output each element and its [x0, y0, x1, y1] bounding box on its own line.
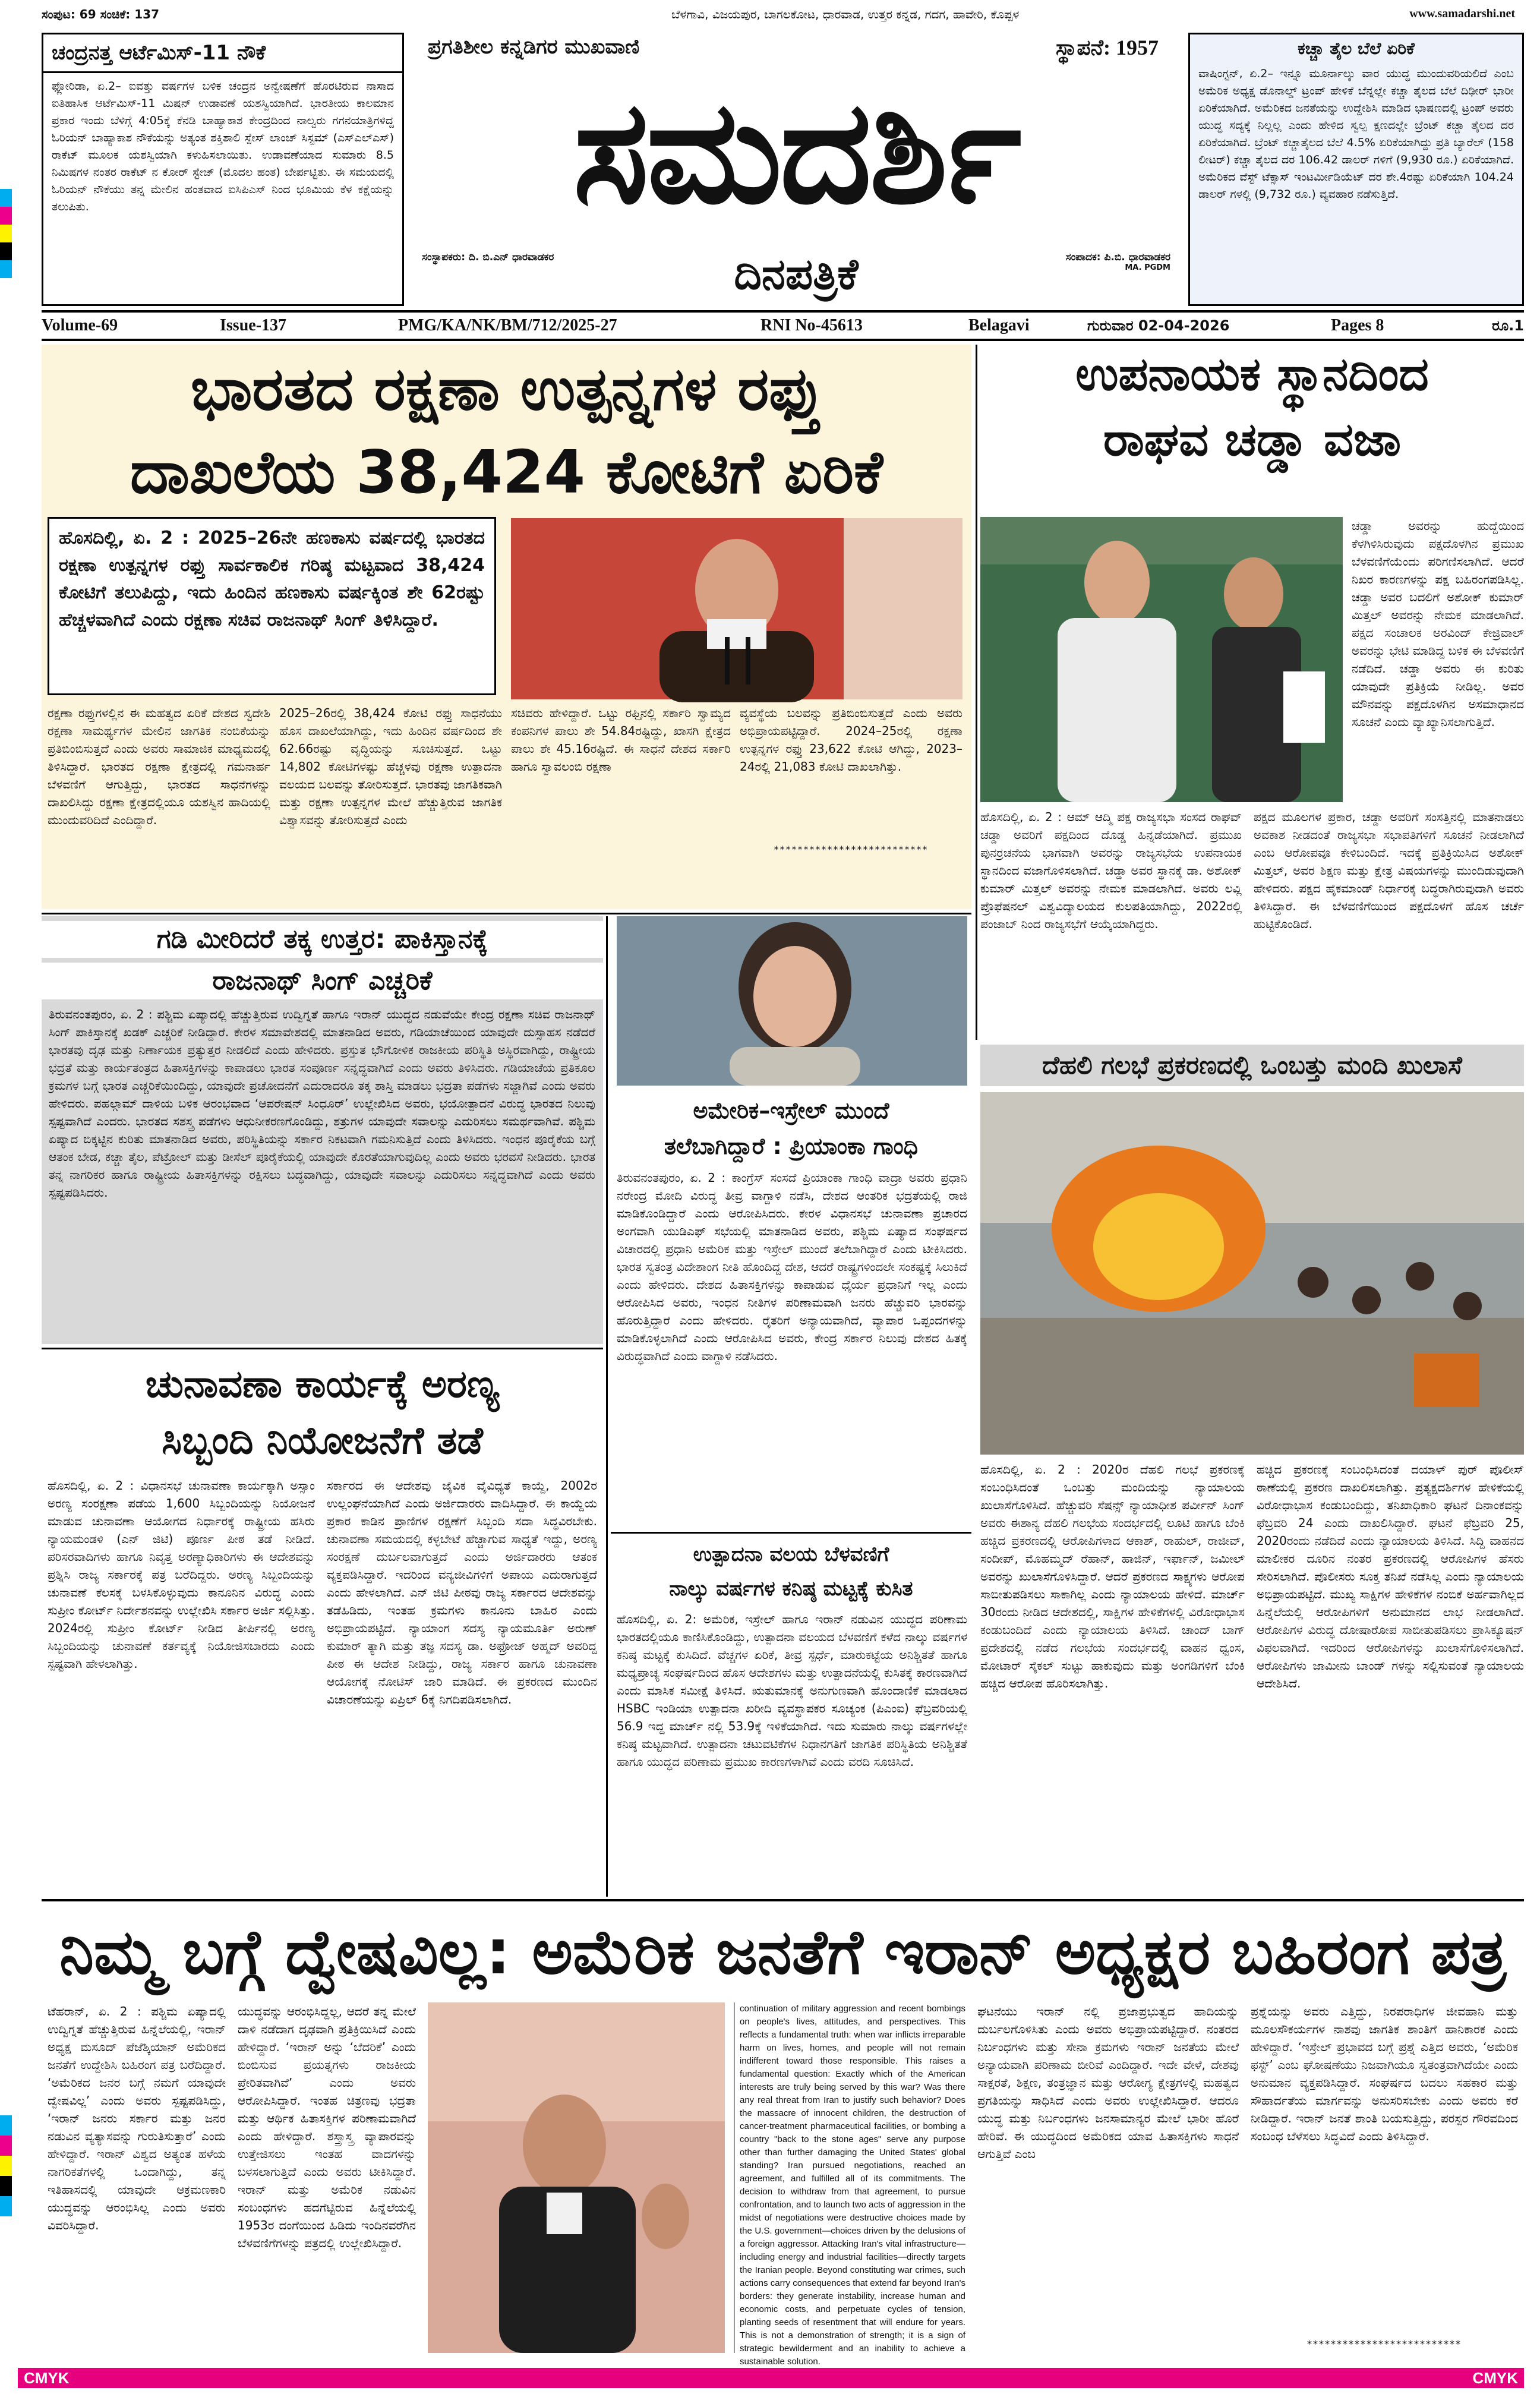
story-delhi-headline: ದೆಹಲಿ ಗಲಭೆ ಪ್ರಕರಣದಲ್ಲಿ ಒಂಬತ್ತು ಮಂದಿ ಖುಲಾಸೆ: [980, 1045, 1524, 1086]
ear-right-body: ವಾಷಿಂಗ್ಟನ್, ಏ.2– ಇನ್ನೂ ಮೂರ್ನಾಲ್ಕು ವಾರ ಯುದ್ಧ ಮುಂದುವರಿಯಲಿದೆ ಎಂಬ ಅಮೆರಿಕ ಅಧ್ಯಕ್ಷ ಡೊನಾಲ್ಡ್ ಟ್ರಂಪ್ ಹೇಳಿಕೆ ಬೆನ್ನಲ್ಲೇ ಕಚ್ಚಾ ತೈಲದ ಬೆಲೆ ದಿಢೀರ್ ಭಾರೀ ಏರಿಕೆಯಾಗಿದೆ. ಅಮೆರಿಕದ ಜನತೆಯನ್ನು ಉದ್ದೇಶಿಸಿ ಮಾಡಿದ ಭಾಷಣದಲ್ಲಿ ಟ್ರಂಪ್ ಅವರು ಯುದ್ಧ ಸದ್ಯಕ್ಕೆ ನಿಲ್ಲಲ್ಲ ಎಂದು ಹೇಳಿದ ಸ್ವಲ್ಪ ಕ್ಷಣದಲ್ಲೇ ಬ್ರೆಂಟ್ ಕಚ್ಚಾ ತೈಲದ ದರ ಏರಿಕೆಯಾಗಿದೆ. ಬ್ರೆಂಟ್ ಕಚ್ಚಾತೈಲದ ಬೆಲೆ 4.5% ಏರಿಕೆಯಾಗಿದ್ದು ಪ್ರತಿ ಬ್ಯಾರೆಲ್ (158 ಲೀಟರ್) ಕಚ್ಚಾ ತೈಲದ ದರ 106.42 ಡಾಲರ್ ಗಳಿಗೆ (9,930 ರೂ.) ಏರಿಕೆಯಾಗಿದೆ. ಅಮೆರಿಕದ ವೆಸ್ಟ್ ಟೆಕ್ಸಾಸ್ ಇಂಟರ್ಮೀಡಿಯೆಟ್ ದರ ಶೇ.4ರಷ್ಟು ಏರಿಕೆಯಾಗಿ 104.24 ಡಾಲರ್ ಗಳಲ್ಲಿ (9,732 ರೂ.) ವ್ಯವಹಾರ ನಡೆಸುತ್ತಿದೆ.: [1198, 67, 1514, 201]
story-iran-headline: ನಿಮ್ಮ ಬಗ್ಗೆ ದ್ವೇಷವಿಲ್ಲ: ಅಮೆರಿಕ ಜನತೆಗೆ ಇರಾನ್ ಅಧ್ಯಕ್ಷರ ಬಹಿರಂಗ ಪತ್ರ: [59, 1916, 1506, 1988]
story-chadha: [980, 345, 1524, 1040]
ear-right: [1188, 33, 1524, 306]
story-defence-col-2: 2025–26ರಲ್ಲಿ 38,424 ಕೋಟಿ ರಫ್ತು ಸಾಧನೆಯು ಹೊಸ ದಾಖಲೆಯಾಗಿದ್ದು, ಇದು ಹಿಂದಿನ ವರ್ಷದಿಂದ ಶೇ 62.66ರಷ್ಟು ವೃದ್ಧಿಯನ್ನು ಸೂಚಿಸುತ್ತದೆ. ಒಟ್ಟು 14,802 ಕೋಟಿಗಳಷ್ಟು ಹೆಚ್ಚಳವು ರಕ್ಷಣಾ ಉತ್ಪಾದನಾ ವಲಯದ ಬಲವನ್ನು ತೋರಿಸುತ್ತದೆ. ಭಾರತವು ಜಾಗತಿಕವಾಗಿ ಮತ್ತು ರಕ್ಷಣಾ ಉತ್ಪನ್ನಗಳ ಮೇಲೆ ಹೆಚ್ಚುತ್ತಿರುವ ಜಾಗತಿಕ ವಿಶ್ವಾಸವನ್ನು ತೋರಿಸುತ್ತದೆ ಎಂದು: [279, 706, 502, 827]
info-date: ಗುರುವಾರ 02-04-2026: [1087, 317, 1230, 334]
story-election-col-2: ಸರ್ಕಾರದ ಈ ಆದೇಶವು ಜೈವಿಕ ವೈವಿಧ್ಯತೆ ಕಾಯ್ದೆ, 2002ರ ಉಲ್ಲಂಘನೆಯಾಗಿದೆ ಎಂದು ಅರ್ಜಿದಾರರು ವಾದಿಸಿದ್ದಾರೆ. ಈ ಕಾಯ್ದೆಯ ಪ್ರಕಾರ ಕಾಡಿನ ಪ್ರಾಣಿಗಳ ರಕ್ಷಣೆಗೆ ಸಿಬ್ಬಂದಿ ಸದಾ ಸಿದ್ಧವಿರಬೇಕು. ಚುನಾವಣಾ ಸಮಯದಲ್ಲಿ ಕಳ್ಳಬೇಟೆ ಹೆಚ್ಚಾಗುವ ಸಾಧ್ಯತೆ ಇದ್ದು, ಅರಣ್ಯ ಸಂರಕ್ಷಣೆ ದುರ್ಬಲವಾಗುತ್ತದೆ ಎಂದು ಅರ್ಜಿದಾರರು ಆತಂಕ ವ್ಯಕ್ತಪಡಿಸಿದ್ದಾರೆ. ಇದರಿಂದ ವನ್ಯಜೀವಿಗಳಿಗೆ ಅಪಾಯ ಎದುರಾಗುತ್ತದೆ ಎಂದು ಹೇಳಲಾಗಿದೆ. ಎನ್ ಜಿಟಿ ಪೀಠವು ರಾಜ್ಯ ಸರ್ಕಾರದ ಆದೇಶವನ್ನು ತಡೆಹಿಡಿದು, ಇಂತಹ ಕ್ರಮಗಳು ಕಾನೂನು ಬಾಹಿರ ಎಂದು ಅಭಿಪ್ರಾಯಪಟ್ಟಿದೆ. ನ್ಯಾಯಾಂಗ ಸದಸ್ಯ ನ್ಯಾಯಮೂರ್ತಿ ಅರುಣ್ ಕುಮಾರ್ ತ್ಯಾಗಿ ಮತ್ತು ತಜ್ಞ ಸದಸ್ಯ ಡಾ. ಅಫ್ರೋಜ್ ಅಹ್ಮದ್ ಅವರಿದ್ದ ಪೀಠ ಈ ಆದೇಶ ನೀಡಿದ್ದು, ರಾಜ್ಯ ಸರ್ಕಾರ ಹಾಗೂ ಚುನಾವಣಾ ಆಯೋಗಕ್ಕೆ ನೋಟಿಸ್ ಜಾರಿ ಮಾಡಿದೆ. ಈ ಪ್ರಕರಣದ ಮುಂದಿನ ವಿಚಾರಣೆಯನ್ನು ಏಪ್ರಿಲ್ 6ಕ್ಕೆ ನಿಗದಿಪಡಿಸಲಾಗಿದೆ.: [327, 1478, 597, 1707]
story-defence-col-3: ಸಚಿವರು ಹೇಳಿದ್ದಾರೆ. ಒಟ್ಟು ರಫ್ತಿನಲ್ಲಿ ಸರ್ಕಾರಿ ಸ್ವಾಮ್ಯದ ಕಂಪನಿಗಳ ಪಾಲು ಶೇ 54.84ರಷ್ಟಿದ್ದು, ಖಾಸಗಿ ಕ್ಷೇತ್ರದ ಪಾಲು ಶೇ 45.16ರಷ್ಟಿದೆ. ಈ ಸಾಧನೆ ದೇಶದ ಸರ್ಕಾರಿ ಹಾಗೂ ಸ್ವಾವಲಂಬಿ ರಕ್ಷಣಾ: [511, 706, 731, 774]
info-price: ರೂ.1: [1492, 317, 1524, 334]
top-bar-cities: ಬೆಳಗಾವಿ, ವಿಜಯಪುರ, ಬಾಗಲಕೋಟ, ಧಾರವಾಡ, ಉತ್ತರ ಕನ್ನಡ, ಗದಗ, ಹಾವೇರಿ, ಕೊಪ್ಪಳ: [671, 7, 1020, 21]
story-defence-stars: **************************: [774, 844, 929, 855]
story-iran-col-5: ಪ್ರಶ್ನೆಯನ್ನು ಅವರು ಎತ್ತಿದ್ದು, ನಿರಪರಾಧಿಗಳ ಜೀವಹಾನಿ ಮತ್ತು ಮೂಲಸೌಕರ್ಯಗಳ ನಾಶವು ಜಾಗತಿಕ ಶಾಂತಿಗೆ ಹಾನಿಕಾರಕ ಎಂದು ಹೇಳಿದ್ದಾರೆ. ‘ಇಸ್ರೇಲ್ ಪ್ರಭಾವದ ಬಗ್ಗೆ ಪ್ರಶ್ನೆ ಎತ್ತಿದ ಅವರು, ‘ಅಮೆರಿಕ ಫಸ್ಟ್’ ಎಂಬ ಘೋಷಣೆಯು ನಿಜವಾಗಿಯೂ ಸ್ವತಂತ್ರವಾಗಿದೆಯೇ ಎಂದು ಅನುಮಾನ ವ್ಯಕ್ತಪಡಿಸಿದ್ದಾರೆ. ಸಂಘರ್ಷದ ಬದಲು ಸಹಕಾರ ಮತ್ತು ಸೌಹಾರ್ದತೆಯ ಮಾರ್ಗವನ್ನು ಅನುಸರಿಸಬೇಕು ಎಂದು ಅವರು ಕರೆ ನೀಡಿದ್ದಾರೆ. ಇರಾನ್ ಜನತೆ ಶಾಂತಿ ಬಯಸುತ್ತಿದ್ದು, ಪರಸ್ಪರ ಗೌರವದಿಂದ ಸಂಬಂಧ ಬೆಳೆಸಲು ಸಿದ್ಧವಿದೆ ಎಂದು ತಿಳಿಸಿದ್ದಾರೆ.: [1251, 2004, 1518, 2143]
divider-mid-3: [611, 1532, 971, 1534]
footer-cmyk-left: CMYK: [24, 2369, 70, 2387]
masthead: [416, 33, 1176, 306]
story-iran: [42, 1904, 1524, 2367]
story-iran-photo: [428, 2002, 725, 2353]
story-defence-lead: ಹೊಸದಿಲ್ಲಿ, ಏ. 2 : 2025–26ನೇ ಹಣಕಾಸು ವರ್ಷದಲ್ಲಿ ಭಾರತದ ರಕ್ಷಣಾ ಉತ್ಪನ್ನಗಳ ರಫ್ತು ಸಾರ್ವಕಾಲಿಕ ಗರಿಷ್ಠ ಮಟ್ಟವಾದ 38,424 ಕೋಟಿಗೆ ತಲುಪಿದ್ದು, ಇದು ಹಿಂದಿನ ಹಣಕಾಸು ವರ್ಷಕ್ಕಿಂತ ಶೇ 62ರಷ್ಟು ಹೆಚ್ಚಳವಾಗಿದೆ ಎಂದು ರಕ್ಷಣಾ ಸಚಿವ ರಾಜನಾಥ್ ಸಿಂಗ್ ತಿಳಿಸಿದ್ದಾರೆ.: [59, 528, 485, 630]
story-delhi-col-1: ಹೊಸದಿಲ್ಲಿ, ಏ. 2 : 2020ರ ದೆಹಲಿ ಗಲಭೆ ಪ್ರಕರಣಕ್ಕೆ ಸಂಬಂಧಿಸಿದಂತೆ ಒಂಬತ್ತು ಮಂದಿಯನ್ನು ನ್ಯಾಯಾಲಯ ಖುಲಾಸೆಗೊಳಿಸಿದೆ. ಹೆಚ್ಚುವರಿ ಸೆಷನ್ಸ್ ನ್ಯಾಯಾಧೀಶ ಪರ್ವೀನ್ ಸಿಂಗ್ ಅವರು ಈಶಾನ್ಯ ದೆಹಲಿ ಗಲಭೆಯ ಸಂದರ್ಭದಲ್ಲಿ ಲೂಟಿ ಹಾಗೂ ಬೆಂಕಿ ಹಚ್ಚಿದ ಪ್ರಕರಣದಲ್ಲಿ ಆರೋಪಿಗಳಾದ ಆಕಾಶ್, ರಾಹುಲ್, ರಾಜೀವ್, ಸಂದೀಪ್, ಮೊಹಮ್ಮದ್ ರೆಹಾನ್, ಹಾಜಿನ್, ಇರ್ಫಾನ್, ಜಮೀಲ್ ಅವರನ್ನು ಖುಲಾಸೆಗೊಳಿಸಿದ್ದಾರೆ. ಆದರೆ ಪ್ರಕರಣದ ಸಾಕ್ಷ್ಯಗಳು ಆರೋಪ ಸಾಬೀತುಪಡಿಸಲು ಸಾಕಾಗಿಲ್ಲ ಎಂದು ನ್ಯಾಯಾಲಯ ಹೇಳಿದೆ. ಮಾರ್ಚ್ 30ರಂದು ನೀಡಿದ ಆದೇಶದಲ್ಲಿ, ಸಾಕ್ಷಿಗಳ ಹೇಳಿಕೆಗಳಲ್ಲಿ ವಿರೋಧಾಭಾಸ ಕಂಡುಬಂದಿದೆ ಎಂದು ನ್ಯಾಯಾಲಯ ತಿಳಿಸಿದೆ. ಚಾಂದ್ ಬಾಗ್ ಪ್ರದೇಶದಲ್ಲಿ ನಡೆದ ಗಲಭೆಯ ಸಂದರ್ಭದಲ್ಲಿ ವಾಹನ ಧ್ವಂಸ, ಮೋಟಾರ್ ಸೈಕಲ್ ಸುಟ್ಟು ಹಾಕುವುದು ಮತ್ತು ಅಂಗಡಿಗಳಿಗೆ ಬೆಂಕಿ ಹಚ್ಚಿದ ಆರೋಪ ಹೊರಿಸಲಾಗಿತ್ತು.: [980, 1462, 1245, 1690]
masthead-editor: [1066, 251, 1170, 272]
story-chadha-bottom-right: ಪಕ್ಷದ ಮೂಲಗಳ ಪ್ರಕಾರ, ಚಡ್ಡಾ ಅವರಿಗೆ ಸಂಸತ್ತಿನಲ್ಲಿ ಮಾತನಾಡಲು ಅವಕಾಶ ನೀಡದಂತೆ ರಾಜ್ಯಸಭಾ ಸಭಾಪತಿಗಳಿಗೆ ಸೂಚನೆ ನೀಡಲಾಗಿದೆ ಎಂಬ ಆರೋಪವೂ ಕೇಳಿಬಂದಿದೆ. ಇದಕ್ಕೆ ಪ್ರತಿಕ್ರಿಯಿಸಿದ ಅಶೋಕ್ ಮಿತ್ತಲ್, ಅವರ ಶಿಕ್ಷಣ ಮತ್ತು ಕ್ಷೇತ್ರ ವಿಷಯಗಳನ್ನು ಮುಂದಿಡುವುದಾಗಿ ಹೇಳಿದರು. ಪಕ್ಷದ ಹೈಕಮಾಂಡ್ ನಿರ್ಧಾರಕ್ಕೆ ಬದ್ಧರಾಗಿರುವುದಾಗಿ ಅವರು ತಿಳಿಸಿದ್ದಾರೆ. ಈ ಬೆಳವಣಿಗೆಯಿಂದ ಪಕ್ಷದೊಳಗೆ ಹೊಸ ಚರ್ಚೆ ಹುಟ್ಟಿಕೊಂಡಿದೆ.: [1254, 810, 1524, 931]
story-pakistan: [42, 916, 603, 1344]
story-priyanka-headline-2: ತಲೆಬಾಗಿದ್ದಾರೆ : ಪ್ರಿಯಾಂಕಾ ಗಾಂಧಿ: [664, 1133, 919, 1159]
masthead-tagline: ಪ್ರಗತಿಶೀಲ ಕನ್ನಡಿಗರ ಮುಖವಾಣಿ: [428, 35, 640, 59]
top-bar-volume: ಸಂಪುಟ: 69 ಸಂಚಿಕೆ: 137: [42, 7, 160, 21]
story-election-headline-1: ಚುನಾವಣಾ ಕಾರ್ಯಕ್ಕೆ ಅರಣ್ಯ: [145, 1362, 500, 1406]
story-chadha-headline-1: ಉಪನಾಯಕ ಸ್ಥಾನದಿಂದ: [1075, 348, 1429, 401]
info-pages: Pages 8: [1331, 316, 1384, 335]
story-defence: [42, 345, 971, 909]
info-bar-top-rule: [42, 310, 1524, 313]
story-iran-col-4: ಘಟನೆಯು ಇರಾನ್ ನಲ್ಲಿ ಪ್ರಜಾಪ್ರಭುತ್ವದ ಹಾದಿಯನ್ನು ದುರ್ಬಲಗೊಳಿಸಿತು ಎಂದು ಅವರು ಅಭಿಪ್ರಾಯಪಟ್ಟಿದ್ದಾರೆ. ನಂತರದ ನಿರ್ಬಂಧಗಳು ಮತ್ತು ಸೇನಾ ಕ್ರಮಗಳು ಇರಾನ್ ಜನತೆಯ ಮೇಲೆ ಅನ್ಯಾಯವಾಗಿ ಪರಿಣಾಮ ಬೀರಿವೆ ಎಂದಿದ್ದಾರೆ. ಇದೇ ವೇಳೆ, ದೇಶವು ಸಾಕ್ಷರತೆ, ಶಿಕ್ಷಣ, ತಂತ್ರಜ್ಞಾನ ಮತ್ತು ಆರೋಗ್ಯ ಕ್ಷೇತ್ರಗಳಲ್ಲಿ ಮಹತ್ವದ ಪ್ರಗತಿಯನ್ನು ಸಾಧಿಸಿದೆ ಎಂದು ಅವರು ಉಲ್ಲೇಖಿಸಿದ್ದಾರೆ. ಆದರೂ ಯುದ್ಧ ಮತ್ತು ನಿರ್ಬಂಧಗಳು ಜನಸಾಮಾನ್ಯರ ಮೇಲೆ ಭಾರೀ ಹೊರೆ ಹೇರಿವೆ. ಈ ಯುದ್ಧದಿಂದ ಅಮೆರಿಕದ ಯಾವ ಹಿತಾಸಕ್ತಿಗಳು ಸಾಧನೆ ಆಗುತ್ತಿವೆ ಎಂಬ: [977, 2004, 1239, 2161]
story-priyanka-body: ತಿರುವನಂತಪುರಂ, ಏ. 2 : ಕಾಂಗ್ರೆಸ್ ಸಂಸದೆ ಪ್ರಿಯಾಂಕಾ ಗಾಂಧಿ ವಾದ್ರಾ ಅವರು ಪ್ರಧಾನಿ ನರೇಂದ್ರ ಮೋದಿ ವಿರುದ್ಧ ತೀವ್ರ ವಾಗ್ದಾಳಿ ನಡೆಸಿ, ದೇಶದ ಆಂತರಿಕ ಭದ್ರತೆಯಲ್ಲಿ ರಾಜಿ ಮಾಡಿಕೊಂಡಿದ್ದಾರೆ ಎಂದು ಆರೋಪಿಸಿದರು. ಕೇರಳ ವಿಧಾನಸಭೆ ಚುನಾವಣಾ ಪ್ರಚಾರದ ಅಂಗವಾಗಿ ಯುಡಿಎಫ್ ಸಭೆಯಲ್ಲಿ ಮಾತನಾಡಿದ ಅವರು, ಪಶ್ಚಿಮ ಏಷ್ಯಾದ ಸಂಘರ್ಷದ ವಿಚಾರದಲ್ಲಿ ಪ್ರಧಾನಿ ಅಮೆರಿಕ ಮತ್ತು ಇಸ್ರೇಲ್ ಮುಂದೆ ತಲೆಬಾಗಿದ್ದಾರೆ ಎಂದು ಟೀಕಿಸಿದರು. ಭಾರತ ಸ್ವತಂತ್ರ ವಿದೇಶಾಂಗ ನೀತಿ ಹೊಂದಿದ್ದ ದೇಶ, ಆದರೆ ರಾಷ್ಟ್ರಗಳಿಂದಲೇ ಸಂಕಷ್ಟಕ್ಕೆ ಸಿಲುಕಿದೆ ಎಂದು ಹೇಳಿದರು. ದೇಶದ ಹಿತಾಸಕ್ತಿಗಳನ್ನು ಕಾಪಾಡುವ ಧೈರ್ಯ ಪ್ರಧಾನಿಗೆ ಇಲ್ಲ ಎಂದು ಆರೋಪಿಸಿದ ಅವರು, ಇಂಧನ ನೀತಿಗಳ ಪರಿಣಾಮವಾಗಿ ಜನರು ಹೆಚ್ಚುವರಿ ಭಾರವನ್ನು ಹೊರುತ್ತಿದ್ದಾರೆ ಎಂದು ಹೇಳಿದರು. ರೈತರಿಗೆ ಅನ್ಯಾಯವಾಗಿದೆ, ವ್ಯಾಪಾರ ಒಪ್ಪಂದಗಳನ್ನು ಮಾಡಿಕೊಳ್ಳಲಾಗಿದೆ ಎಂದು ಆರೋಪಿಸಿದ ಅವರು, ಕೇಂದ್ರ ಸರ್ಕಾರ ನಿಲುವು ದೇಶದ ಹಿತಕ್ಕೆ ವಿರುದ್ಧವಾಗಿದೆ ಎಂದು ವಾಗ್ದಾಳಿ ನಡೆಸಿದರು.: [617, 1171, 967, 1363]
priyanka-gandhi-photo: [617, 916, 967, 1086]
divider-mid-2: [42, 1348, 603, 1349]
story-defence-photo: [511, 518, 962, 699]
story-pakistan-headline-2: ರಾಜನಾಥ್ ಸಿಂಗ್ ಎಚ್ಚರಿಕೆ: [42, 963, 603, 999]
story-delhi-col-2: ಹಚ್ಚಿದ ಪ್ರಕರಣಕ್ಕೆ ಸಂಬಂಧಿಸಿದಂತೆ ದಯಾಳ್ ಪುರ್ ಪೊಲೀಸ್ ಠಾಣೆಯಲ್ಲಿ ಪ್ರಕರಣ ದಾಖಲಿಸಲಾಗಿತ್ತು. ಪ್ರತ್ಯಕ್ಷದರ್ಶಿಗಳ ಹೇಳಿಕೆಯಲ್ಲಿ ವಿರೋಧಾಭಾಸ ಕಂಡುಬಂದಿದ್ದು, ತನಿಖಾಧಿಕಾರಿ ಘಟನೆ ದಿನಾಂಕವನ್ನು ಫೆಬ್ರವರಿ 24 ಎಂದು ದಾಖಲಿಸಿದ್ದಾರೆ. ಘಟನೆ ಫೆಬ್ರವರಿ 25, 2020ರಂದು ನಡೆದಿದೆ ಎಂದು ನ್ಯಾಯಾಲಯ ತಿಳಿಸಿದೆ. ಸಿದ್ದಿ ವಾಹನದ ಮಾಲೀಕರ ದೂರಿನ ನಂತರ ಪ್ರಕರಣದಲ್ಲಿ ಆರೋಪಿಗಳ ಹೆಸರು ಸೇರಿಸಲಾಗಿದೆ. ಪೊಲೀಸರು ಸೂಕ್ತ ತನಿಖೆ ನಡೆಸಿಲ್ಲ ಎಂದು ನ್ಯಾಯಾಲಯ ಅಭಿಪ್ರಾಯಪಟ್ಟಿದೆ. ಮುಖ್ಯ ಸಾಕ್ಷಿಗಳ ಹೇಳಿಕೆಗಳ ನಂಬಿಕೆ ಅರ್ಹವಾಗಿಲ್ಲದ ಹಿನ್ನೆಲೆಯಲ್ಲಿ ಆರೋಪಿಗಳಿಗೆ ಅನುಮಾನದ ಲಾಭ ನೀಡಲಾಗಿದೆ. ಆರೋಪಿಗಳ ವಿರುದ್ಧ ದೋಷಾರೋಪ ಸಾಬೀತುಪಡಿಸಲು ಪ್ರಾಸಿಕ್ಯೂಷನ್ ವಿಫಲವಾಗಿದೆ. ಇದರಿಂದ ಆರೋಪಿಗಳನ್ನು ಖುಲಾಸೆಗೊಳಿಸಲಾಗಿದೆ. ಆರೋಪಿಗಳು ಜಾಮೀನು ಬಾಂಡ್ ಗಳನ್ನು ಸಲ್ಲಿಸುವಂತೆ ನ್ಯಾಯಾಲಯ ಆದೇಶಿಸಿದೆ.: [1257, 1462, 1524, 1690]
ear-left-body: ಫ್ಲೋರಿಡಾ, ಏ.2– ಐವತ್ತು ವರ್ಷಗಳ ಬಳಿಕ ಚಂದ್ರನ ಅನ್ವೇಷಣೆಗೆ ಹೊರಟಿರುವ ನಾಸಾದ ಐತಿಹಾಸಿಕ ಆರ್ಟೆಮಿಸ್-11 ಮಿಷನ್ ಉಡಾವಣೆ ಯಶಸ್ವಿಯಾಗಿದೆ. ಭಾರತೀಯ ಕಾಲಮಾನ ಪ್ರಕಾರ ಇಂದು ಬೆಳಿಗ್ಗೆ 4:05ಕ್ಕೆ ಕೆನಡಿ ಬಾಹ್ಯಾಕಾಶ ಕೇಂದ್ರದಿಂದ ನಾಲ್ವರು ಗಗನಯಾತ್ರಿಗಳಿದ್ದ ಓರಿಯನ್ ಬಾಹ್ಯಾಕಾಶ ನೌಕೆಯನ್ನು ಅತ್ಯಂತ ಶಕ್ತಿಶಾಲಿ ಸ್ಪೇಸ್ ಲಾಂಚ್ ಸಿಸ್ಟಮ್ (ಎಸ್ಎಲ್ಎಸ್) ರಾಕೆಟ್ ಮೂಲಕ ಯಶಸ್ವಿಯಾಗಿ ಕಳುಹಿಸಲಾಯಿತು. ಉಡಾವಣೆಯಾದ ಸುಮಾರು 8.5 ನಿಮಿಷಗಳ ನಂತರ ರಾಕೆಟ್ ನ ಕೋರ್ ಸ್ಟೇಜ್ (ಮೊದಲ ಹಂತ) ಬೇರ್ಪಟ್ಟಿತು. ಈ ಸಮಯದಲ್ಲಿ ಓರಿಯನ್ ನೌಕೆಯು ತನ್ನ ಮೇಲಿನ ಹಂತವಾದ ಐಸಿಪಿಎಸ್ ನಿಂದ ಭೂಮಿಯ ಕೆಳ ಕಕ್ಷೆಯನ್ನು ತಲುಪಿತು.: [52, 80, 394, 213]
divider-vertical-mid: [606, 916, 608, 1897]
info-rni: RNI No-45613: [760, 316, 863, 335]
story-election-col-1: ಹೊಸದಿಲ್ಲಿ, ಏ. 2 : ವಿಧಾನಸಭೆ ಚುನಾವಣಾ ಕಾರ್ಯಕ್ಕಾಗಿ ಅಸ್ಸಾಂ ಅರಣ್ಯ ಸಂರಕ್ಷಣಾ ಪಡೆಯ 1,600 ಸಿಬ್ಬಂದಿಯನ್ನು ನಿಯೋಜನೆ ಮಾಡುವ ಚುನಾವಣಾ ಆಯೋಗದ ನಿರ್ಧಾರಕ್ಕೆ ರಾಷ್ಟ್ರೀಯ ಹಸಿರು ನ್ಯಾಯಮಂಡಳಿ (ಎನ್ ಜಿಟಿ) ಪೂರ್ಣ ಪೀಠ ತಡೆ ನೀಡಿದೆ. ಪರಿಸರವಾದಿಗಳು ಹಾಗೂ ನಿವೃತ್ತ ಅರಣ್ಯಾಧಿಕಾರಿಗಳು ಈ ಆದೇಶವನ್ನು ಪ್ರಶ್ನಿಸಿ ರಾಜ್ಯ ಸರ್ಕಾರಕ್ಕೆ ಪತ್ರ ಬರೆದಿದ್ದರು. ಅರಣ್ಯ ಸಿಬ್ಬಂದಿಯನ್ನು ಚುನಾವಣೆ ಕೆಲಸಕ್ಕೆ ಬಳಸಿಕೊಳ್ಳುವುದು ಕಾನೂನಿನ ವಿರುದ್ಧ ಎಂದು ಸುಪ್ರೀಂ ಕೋರ್ಟ್ ನಿರ್ದೇಶನವನ್ನು ಉಲ್ಲೇಖಿಸಿ ಸರ್ಕಾರ ಅರ್ಜಿ ಸಲ್ಲಿಸಿತ್ತು. 2024ರಲ್ಲಿ ಸುಪ್ರೀಂ ಕೋರ್ಟ್ ನೀಡಿದ ತೀರ್ಪಿನಲ್ಲಿ ಅರಣ್ಯ ಸಿಬ್ಬಂದಿಯನ್ನು ಚುನಾವಣೆ ಕರ್ತವ್ಯಕ್ಕೆ ನಿಯೋಜಿಸಬಾರದು ಎಂದು ಸ್ಪಷ್ಟವಾಗಿ ಹೇಳಲಾಗಿತ್ತು.: [48, 1478, 315, 1671]
divider-mid-1: [42, 913, 971, 914]
info-volume: Volume-69: [42, 316, 118, 335]
story-defence-col-1: ರಕ್ಷಣಾ ರಫ್ತುಗಳಲ್ಲಿನ ಈ ಮಹತ್ವದ ಏರಿಕೆ ದೇಶದ ಸ್ವದೇಶಿ ರಕ್ಷಣಾ ಸಾಮರ್ಥ್ಯಗಳ ಮೇಲಿನ ಜಾಗತಿಕ ನಂಬಿಕೆಯನ್ನು ಪ್ರತಿಬಿಂಬಿಸುತ್ತದೆ ಎಂದು ಅವರು ಸಾಮಾಜಿಕ ಮಾಧ್ಯಮದಲ್ಲಿ ತಿಳಿಸಿದ್ದಾರೆ. ಭಾರತದ ರಕ್ಷಣಾ ಕ್ಷೇತ್ರದಲ್ಲಿ ಗಮನಾರ್ಹ ಬೆಳವಣಿಗೆ ಆಗುತ್ತಿದ್ದು, ಭಾರತದ ಸಾಧನೆಗಳನ್ನು ದಾಖಲಿಸಿದ್ದು ರಕ್ಷಣಾ ಕ್ಷೇತ್ರದಲ್ಲಿಯೂ ಯಶಸ್ವಿನ ಹಾದಿಯಲ್ಲಿ ಮುಂದುವರಿದಿದೆ ಎಂದಿದ್ದಾರೆ.: [48, 706, 270, 827]
story-chadha-right-col: ಚಡ್ಡಾ ಅವರನ್ನು ಹುದ್ದೆಯಿಂದ ಕೆಳಗಿಳಿಸಿರುವುದು ಪಕ್ಷದೊಳಗಿನ ಪ್ರಮುಖ ಬೆಳವಣಿಗೆಯೆಂದು ಪರಿಗಣಿಸಲಾಗಿದೆ. ಆದರೆ ನಿಖರ ಕಾರಣಗಳನ್ನು ಪಕ್ಷ ಬಹಿರಂಗಪಡಿಸಿಲ್ಲ. ಚಡ್ಡಾ ಅವರ ಬದಲಿಗೆ ಅಶೋಕ್ ಕುಮಾರ್ ಮಿತ್ತಲ್ ಅವರನ್ನು ನೇಮಕ ಮಾಡಲಾಗಿದೆ. ಪಕ್ಷದ ಸಂಚಾಲಕ ಅರವಿಂದ್ ಕೇಜ್ರಿವಾಲ್ ಅವರನ್ನು ಭೇಟಿ ಮಾಡಿದ್ದ ಬಳಿಕ ಈ ಬೆಳವಣಿಗೆ ನಡೆದಿದೆ. ಚಡ್ಡಾ ಅವರು ಈ ಕುರಿತು ಯಾವುದೇ ಪ್ರತಿಕ್ರಿಯೆ ನೀಡಿಲ್ಲ. ಅವರ ಮೌನವನ್ನು ಪಕ್ಷದೊಳಗಿನ ಅಸಮಾಧಾನದ ಸೂಚನೆ ಎಂದು ವ್ಯಾಖ್ಯಾನಿಸಲಾಗುತ್ತಿದೆ.: [1352, 519, 1525, 729]
top-bar-website[interactable]: www.samadarshi.net: [1409, 7, 1515, 20]
info-bar-bottom-rule: [42, 339, 1524, 341]
masthead-title: ಸಮದರ್ಶಿ: [573, 69, 1020, 235]
story-priyanka-headline-1: ಅಮೇರಿಕ–ಇಸ್ರೇಲ್ ಮುಂದೆ: [693, 1097, 889, 1124]
cmyk-strip-top: [0, 189, 12, 278]
info-issue: Issue-137: [220, 316, 287, 335]
raghav-chadha-parliament-photo: [980, 517, 1343, 802]
footer-bar: [18, 2368, 1524, 2388]
story-manufacturing-body: ಹೊಸದಿಲ್ಲಿ, ಏ. 2: ಅಮೆರಿಕ, ಇಸ್ರೇಲ್ ಹಾಗೂ ಇರಾನ್ ನಡುವಿನ ಯುದ್ಧದ ಪರಿಣಾಮ ಭಾರತದಲ್ಲಿಯೂ ಕಾಣಿಸಿಕೊಂಡಿದ್ದು, ಉತ್ಪಾದನಾ ವಲಯದ ಬೆಳವಣಿಗೆ ಕಳೆದ ನಾಲ್ಕು ವರ್ಷಗಳ ಕನಿಷ್ಠ ಮಟ್ಟಕ್ಕೆ ಕುಸಿದಿದೆ. ವೆಚ್ಚಗಳ ಏರಿಕೆ, ತೀವ್ರ ಸ್ಪರ್ಧೆ, ಮಾರುಕಟ್ಟೆಯ ಅನಿಶ್ಚಿತತೆ ಹಾಗೂ ಮಧ್ಯಪ್ರಾಚ್ಯ ಸಂಘರ್ಷದಿಂದ ಹೊಸ ಆದೇಶಗಳು ಮತ್ತು ಉತ್ಪಾದನೆಯಲ್ಲಿ ಕುಸಿತಕ್ಕೆ ಕಾರಣವಾಗಿದೆ ಎಂದು ಮಾಸಿಕ ಸಮೀಕ್ಷೆ ತಿಳಿಸಿದೆ. ಋತುಮಾನಕ್ಕೆ ಅನುಗುಣವಾಗಿ ಹೊಂದಾಣಿಕೆ ಮಾಡಲಾದ HSBC ಇಂಡಿಯಾ ಉತ್ಪಾದನಾ ಖರೀದಿ ವ್ಯವಸ್ಥಾಪಕರ ಸೂಚ್ಯಂಕ (ಪಿಎಂಐ) ಫೆಬ್ರವರಿಯಲ್ಲಿ 56.9 ಇದ್ದ ಮಾರ್ಚ್ ನಲ್ಲಿ 53.9ಕ್ಕೆ ಇಳಿಕೆಯಾಗಿದೆ. ಇದು ಸುಮಾರು ನಾಲ್ಕು ವರ್ಷಗಳಲ್ಲೇ ಕನಿಷ್ಠ ಮಟ್ಟವಾಗಿದೆ. ಉತ್ಪಾದನಾ ಚಟುವಟಿಕೆಗಳ ನಿಧಾನಗತಿಗೆ ಜಾಗತಿಕ ಪರಿಸ್ಥಿತಿಯ ಅನಿಶ್ಚಿತತೆ ಹಾಗೂ ಯುದ್ಧದ ಪರಿಣಾಮ ಪ್ರಮುಖ ಕಾರಣಗಳಾಗಿವೆ ಎಂದು ವರದಿ ಸೂಚಿಸಿದೆ.: [617, 1612, 967, 1769]
story-pakistan-headline-1: ಗಡಿ ಮೀರಿದರೆ ತಕ್ಕ ಉತ್ತರ: ಪಾಕಿಸ್ತಾನಕ್ಕೆ: [42, 921, 603, 958]
info-city: Belagavi: [968, 316, 1030, 335]
top-bar: [42, 4, 1515, 27]
story-priyanka: [611, 916, 971, 1528]
iran-president-photo: [428, 2002, 725, 2353]
story-iran-col-1: ಟೆಹರಾನ್, ಏ. 2 : ಪಶ್ಚಿಮ ಏಷ್ಯಾದಲ್ಲಿ ಉದ್ವಿಗ್ನತೆ ಹೆಚ್ಚುತ್ತಿರುವ ಹಿನ್ನೆಲೆಯಲ್ಲಿ, ಇರಾನ್ ಅಧ್ಯಕ್ಷ ಮಸೂದ್ ಪೆಜೆಶ್ಕಿಯಾನ್ ಅಮೆರಿಕದ ಜನತೆಗೆ ಉದ್ದೇಶಿಸಿ ಬಹಿರಂಗ ಪತ್ರ ಬರೆದಿದ್ದಾರೆ. ‘ಅಮೆರಿಕದ ಜನರ ಬಗ್ಗೆ ನಮಗೆ ಯಾವುದೇ ದ್ವೇಷವಿಲ್ಲ’ ಎಂದು ಅವರು ಸ್ಪಷ್ಟಪಡಿಸಿದ್ದು, ‘ಇರಾನ್ ಜನರು ಸರ್ಕಾರ ಮತ್ತು ಜನರ ನಡುವಿನ ವ್ಯತ್ಯಾಸವನ್ನು ಗುರುತಿಸುತ್ತಾರೆ’ ಎಂದು ಹೇಳಿದ್ದಾರೆ. ಇರಾನ್ ವಿಶ್ವದ ಅತ್ಯಂತ ಹಳೆಯ ನಾಗರಿಕತೆಗಳಲ್ಲಿ ಒಂದಾಗಿದ್ದು, ತನ್ನ ಇತಿಹಾಸದಲ್ಲಿ ಯಾವುದೇ ಆಕ್ರಮಣಕಾರಿ ಯುದ್ಧವನ್ನು ಆರಂಭಿಸಿಲ್ಲ ಎಂದು ಅವರು ವಿವರಿಸಿದ್ದಾರೆ.: [48, 2004, 226, 2232]
story-election-headline-2: ಸಿಬ್ಬಂದಿ ನಿಯೋಜನೆಗೆ ತಡೆ: [162, 1419, 483, 1463]
cmyk-strip-bottom: [0, 2115, 12, 2216]
story-iran-stars: **************************: [1307, 2338, 1462, 2349]
story-manufacturing-headline-1: ಉತ್ಪಾದನಾ ವಲಯ ಬೆಳವಣಿಗೆ: [693, 1543, 889, 1566]
story-pakistan-body: ತಿರುವನಂತಪುರಂ, ಏ. 2 : ಪಶ್ಚಿಮ ಏಷ್ಯಾದಲ್ಲಿ ಹೆಚ್ಚುತ್ತಿರುವ ಉದ್ವಿಗ್ನತೆ ಹಾಗೂ ಇರಾನ್ ಯುದ್ಧದ ನಡುವೆಯೇ ಕೇಂದ್ರ ರಕ್ಷಣಾ ಸಚಿವ ರಾಜನಾಥ್ ಸಿಂಗ್ ಪಾಕಿಸ್ತಾನಕ್ಕೆ ಖಡಕ್ ಎಚ್ಚರಿಕೆ ನೀಡಿದ್ದಾರೆ. ಕೇರಳ ಸಮಾವೇಶದಲ್ಲಿ ಮಾತನಾಡಿದ ಅವರು, ಗಡಿಯಾಚೆಯಿಂದ ಯಾವುದೇ ದುಸ್ಸಾಹಸ ನಡೆದರೆ ಭಾರತವು ದೃಢ ಮತ್ತು ನಿರ್ಣಾಯಕ ಪ್ರತ್ಯುತ್ತರ ನೀಡಲಿದೆ ಎಂದು ಹೇಳಿದರು. ಪ್ರಸ್ತುತ ಭೌಗೋಳಿಕ ರಾಜಕೀಯ ಪರಿಸ್ಥಿತಿ ಅಸ್ಥಿರವಾಗಿದ್ದು, ರಾಷ್ಟ್ರೀಯ ಭದ್ರತೆ ಮತ್ತು ಕಾರ್ಯತಂತ್ರದ ಹಿತಾಸಕ್ತಿಗಳನ್ನು ಕಾಪಾಡಲು ಭಾರತ ಸಂಪೂರ್ಣ ಸನ್ನದ್ಧವಾಗಿದೆ ಎಂದು ಅವರು ತಿಳಿಸಿದರು. ಗಡಿಯಾಚೆಯ ಪ್ರತಿಕೂಲ ಕ್ರಮಗಳ ಬಗ್ಗೆ ಭಾರತ ಎಚ್ಚರಿಕೆಯಿಂದಿದ್ದು, ಯಾವುದೇ ಪ್ರಚೋದನೆಗೆ ಎದುರಾದರೂ ತಕ್ಕ ಶಾಸ್ತಿ ಮಾಡಲು ಭದ್ರತಾ ಪಡೆಗಳು ಸಜ್ಜಾಗಿವೆ ಎಂದು ಅವರು ಹೇಳಿದರು. ಪಹಲ್ಗಾಮ್ ದಾಳಿಯ ಬಳಿಕ ಆರಂಭವಾದ ‘ಆಪರೇಷನ್ ಸಿಂಧೂರ್’ ಉಲ್ಲೇಖಿಸಿದ ಅವರು, ಭಯೋತ್ಪಾದನೆ ವಿರುದ್ಧ ಭಾರತದ ನಿಲುವು ಸ್ಪಷ್ಟವಾಗಿದೆ ಎಂದರು. ಭಾರತದ ಸಶಸ್ತ್ರ ಪಡೆಗಳು ಆಧುನೀಕರಣಗೊಂಡಿದ್ದು, ಶತ್ರುಗಳ ಯಾವುದೇ ಸವಾಲನ್ನು ಎದುರಿಸಲು ಸಮರ್ಥವಾಗಿವೆ. ಪಶ್ಚಿಮ ಏಷ್ಯಾದ ಬಿಕ್ಕಟ್ಟಿನ ಕುರಿತು ಮಾತನಾಡಿದ ಅವರು, ಪರಿಸ್ಥಿತಿಯನ್ನು ಸರ್ಕಾರ ನಿಕಟವಾಗಿ ಗಮನಿಸುತ್ತಿದೆ ಎಂದು ತಿಳಿಸಿದರು. ಇಂಧನ ಪೂರೈಕೆಯ ಬಗ್ಗೆ ಆತಂಕ ಬೇಡ, ಕಚ್ಚಾ ತೈಲ, ಪೆಟ್ರೋಲ್ ಮತ್ತು ಡೀಸೆಲ್ ಪೂರೈಕೆಯಲ್ಲಿ ಯಾವುದೇ ಕೊರತೆಯಾಗುವುದಿಲ್ಲ ಎಂದು ಅವರು ಭರವಸೆ ನೀಡಿದರು. ಭಾರತ ತನ್ನ ನಾಗರಿಕರ ಹಾಗೂ ರಾಷ್ಟ್ರೀಯ ಹಿತಾಸಕ್ತಿಗಳನ್ನು ರಕ್ಷಿಸಲು ಬದ್ಧವಾಗಿದ್ದು, ಯಾವುದೇ ಸವಾಲನ್ನು ಎದುರಿಸಲು ಸನ್ನದ್ಧವಾಗಿದೆ ಎಂದು ಅವರು ಸ್ಪಷ್ಟಪಡಿಸಿದರು.: [49, 1007, 595, 1200]
story-manufacturing-headline-2: ನಾಲ್ಕು ವರ್ಷಗಳ ಕನಿಷ್ಠ ಮಟ್ಟಕ್ಕೆ ಕುಸಿತ: [669, 1577, 913, 1601]
story-defence-col-4: ವ್ಯವಸ್ಥೆಯ ಬಲವನ್ನು ಪ್ರತಿಬಿಂಬಿಸುತ್ತದೆ ಎಂದು ಅವರು ಅಭಿಪ್ರಾಯಪಟ್ಟಿದ್ದಾರೆ. 2024–25ರಲ್ಲಿ ರಕ್ಷಣಾ ಉತ್ಪನ್ನಗಳ ರಫ್ತು 23,622 ಕೋಟಿ ಆಗಿದ್ದು, 2023–24ರಲ್ಲಿ 21,083 ಕೋಟಿ ದಾಖಲಾಗಿತ್ತು.: [740, 706, 962, 774]
ear-left: [42, 33, 404, 306]
story-defence-headline-2: ದಾಖಲೆಯ 38,424 ಕೋಟಿಗೆ ಏರಿಕೆ: [130, 437, 883, 507]
story-iran-col-2: ಯುದ್ಧವನ್ನು ಆರಂಭಿಸಿದ್ದಲ್ಲ, ಆದರೆ ತನ್ನ ಮೇಲೆ ದಾಳಿ ನಡೆದಾಗ ದೃಢವಾಗಿ ಪ್ರತಿಕ್ರಿಯಿಸಿದೆ ಎಂದು ಹೇಳಿದ್ದಾರೆ. ‘ಇರಾನ್ ಅನ್ನು ‘ಬೆದರಿಕೆ’ ಎಂದು ಬಿಂಬಿಸುವ ಪ್ರಯತ್ನಗಳು ರಾಜಕೀಯ ಪ್ರೇರಿತವಾಗಿವೆ’ ಎಂದು ಅವರು ಆರೋಪಿಸಿದ್ದಾರೆ. ಇಂತಹ ಚಿತ್ರಣವು ಭದ್ರತಾ ಮತ್ತು ಆರ್ಥಿಕ ಹಿತಾಸಕ್ತಿಗಳ ಪರಿಣಾಮವಾಗಿದೆ ಎಂದು ಹೇಳಿದ್ದಾರೆ. ಶಸ್ತ್ರಾಸ್ತ್ರ ವ್ಯಾಪಾರವನ್ನು ಉತ್ತೇಜಿಸಲು ಇಂತಹ ವಾದಗಳನ್ನು ಬಳಸಲಾಗುತ್ತಿದೆ ಎಂದು ಅವರು ಟೀಕಿಸಿದ್ದಾರೆ. ಇರಾನ್ ಮತ್ತು ಅಮೆರಿಕ ನಡುವಿನ ಸಂಬಂಧಗಳು ಹದಗೆಟ್ಟಿರುವ ಹಿನ್ನೆಲೆಯಲ್ಲಿ 1953ರ ದಂಗೆಯಿಂದ ಹಿಡಿದು ಇಂದಿನವರೆಗಿನ ಬೆಳವಣಿಗೆಗಳನ್ನು ಪತ್ರದಲ್ಲಿ ಉಲ್ಲೇಖಿಸಿದ್ದಾರೆ.: [238, 2004, 416, 2250]
story-defence-lead-box: [48, 517, 496, 695]
divider-top-right: [976, 345, 977, 1040]
footer-cmyk-right: CMYK: [1472, 2369, 1518, 2387]
story-chadha-headline-2: ರಾಘವ ಚಡ್ಡಾ ವಜಾ: [1103, 413, 1402, 466]
story-priyanka-photo: [617, 916, 967, 1086]
masthead-subtitle: ದಿನಪತ್ರಿಕೆ: [734, 249, 859, 299]
info-registration: PMG/KA/NK/BM/712/2025-27: [398, 316, 617, 335]
story-iran-english-insert: continuation of military aggression and recent bombings on people's lives, attitudes, and perspectives. This reflects a fundamental truth: when war inflicts irreparable harm on lives, homes, and people will not remain indifferent toward those responsible. This raises a fundamental question: Exactly which of the American interests are truly being served by this war? Was there any real threat from Iran to justify such behavior? Does the massacre of innocent children, the destruction of cancer-treatment pharmaceutical facilities, or bombing a country "back to the stone ages" serve any purpose other than further damaging the United States' global standing? Iran pursued negotiations, reached an agreement, and fulfilled all of its commitments. The decision to withdraw from that agreement, to pursue confrontation, and to launch two acts of aggression in the midst of negotiations were destructive choices made by the U.S. government—choices driven by the delusions of a foreign aggressor. Attacking Iran's vital infrastructure—including energy and industrial facilities—directly targets the Iranian people. Beyond constituting war crimes, such actions carry consequences that extend far beyond Iran's borders: they generate instability, increase human and economic costs, and perpetuate cycles of tension, planting seeds of resentment that will endure for years. This is not a demonstration of strength; it is a sign of strategic bewilderment and an inability to achieve a sustainable solution.: [734, 2002, 965, 2353]
masthead-editor-degree: MA. PGDM: [1125, 263, 1170, 272]
ear-right-headline: ಕಚ್ಚಾ ತೈಲ ಬೆಲೆ ಏರಿಕೆ: [1298, 39, 1415, 58]
story-defence-headline-1: ಭಾರತದ ರಕ್ಷಣಾ ಉತ್ಪನ್ನಗಳ ರಫ್ತು: [190, 354, 823, 424]
ear-left-headline: ಚಂದ್ರನತ್ತ ಆರ್ಟೆಮಿಸ್-11 ನೌಕೆ: [43, 34, 402, 73]
story-chadha-bottom-left: ಹೊಸದಿಲ್ಲಿ, ಏ. 2 : ಆಮ್ ಆದ್ಮಿ ಪಕ್ಷ ರಾಜ್ಯಸಭಾ ಸಂಸದ ರಾಘವ್ ಚಡ್ಡಾ ಅವರಿಗೆ ಪಕ್ಷದಿಂದ ದೊಡ್ಡ ಹಿನ್ನಡೆಯಾಗಿದೆ. ಪ್ರಮುಖ ಪುನರ್ರಚನೆಯ ಭಾಗವಾಗಿ ಅವರನ್ನು ರಾಜ್ಯಸಭೆಯ ಉಪನಾಯಕ ಸ್ಥಾನದಿಂದ ವಜಾಗೊಳಿಸಲಾಗಿದೆ. ಚಡ್ಡಾ ಅವರ ಸ್ಥಾನಕ್ಕೆ ಡಾ. ಅಶೋಕ್ ಕುಮಾರ್ ಮಿತ್ತಲ್ ಅವರನ್ನು ನೇಮಕ ಮಾಡಲಾಗಿದೆ. ಅವರು ಲವ್ಲಿ ಪ್ರೊಫೆಷನಲ್ ವಿಶ್ವವಿದ್ಯಾಲಯದ ಕುಲಪತಿಯಾಗಿದ್ದು, 2022ರಲ್ಲಿ ಪಂಜಾಬ್ ನಿಂದ ರಾಜ್ಯಸಭೆಗೆ ಆಯ್ಕೆಯಾಗಿದ್ದರು.: [980, 810, 1242, 931]
story-delhi: [980, 1045, 1524, 1894]
story-chadha-photo: [980, 517, 1343, 802]
divider-bottom: [42, 1899, 1524, 1901]
story-manufacturing: [611, 1536, 971, 1895]
info-bar: [42, 314, 1524, 338]
delhi-riots-fire-photo: [980, 1092, 1524, 1455]
story-delhi-photo: [980, 1092, 1524, 1455]
masthead-established: ಸ್ಥಾಪನೆ: 1957: [1056, 36, 1159, 59]
rajnath-singh-speaking-photo: [511, 518, 962, 699]
masthead-founder: ಸಂಸ್ಥಾಪಕರು: ದಿ. ಬಿ.ಎನ್ ಧಾರವಾಡಕರ: [422, 251, 554, 263]
story-election: [42, 1352, 603, 1893]
masthead-editor-name: ಸಂಪಾದಕ: ಪಿ.ಬಿ. ಧಾರವಾಡಕರ: [1065, 251, 1170, 263]
